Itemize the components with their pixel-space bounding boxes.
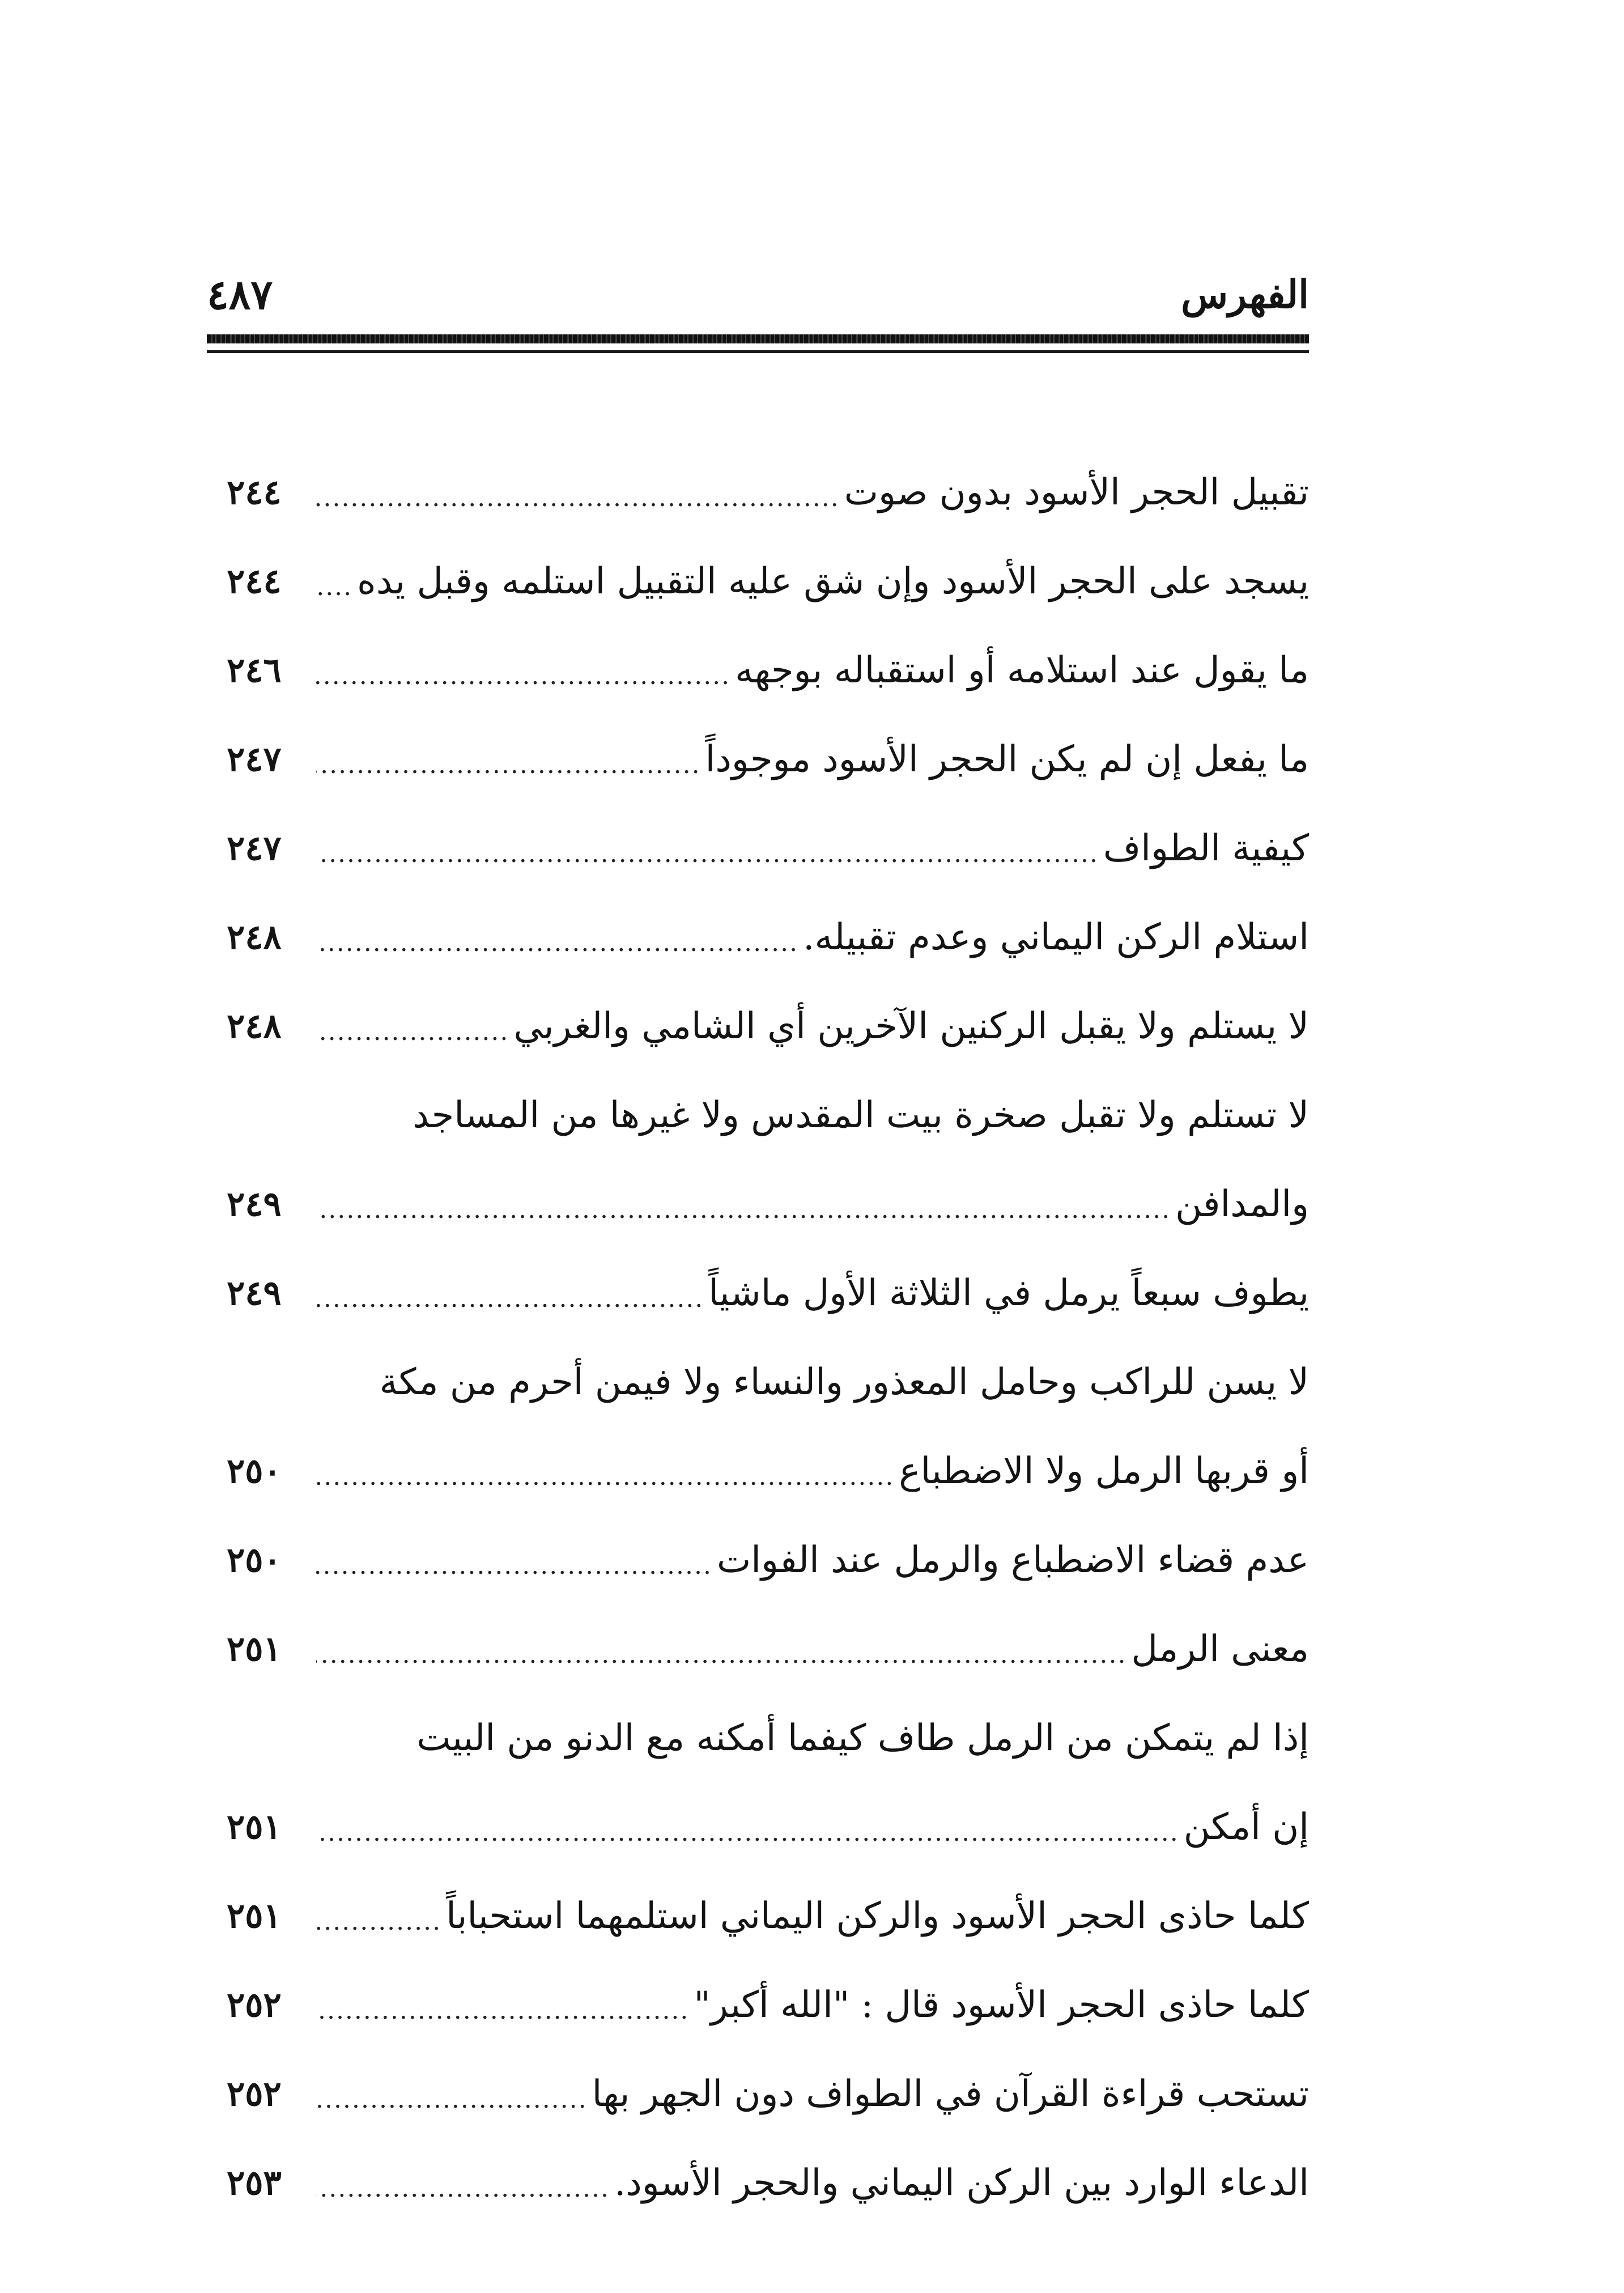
- entry-page: ٢٤٧: [227, 739, 282, 779]
- entry-title: يطوف سبعاً يرمل في الثلاثة الأول ماشياً: [708, 1272, 1309, 1314]
- entry-title: الدعاء الوارد بين الركن اليماني والحجر الأسود.: [614, 2162, 1309, 2204]
- header-rule-thick: [207, 334, 1309, 343]
- entry-page: ٢٥٠: [227, 1540, 282, 1580]
- index-entry: [227, 893, 1309, 982]
- index-entry: [227, 1160, 1309, 1249]
- index-entry: [227, 1782, 1309, 1871]
- dot-leader: [316, 1994, 689, 2049]
- entry-title: ما يفعل إن لم يكن الحجر الأسود موجوداً: [705, 738, 1309, 780]
- dot-leader: [316, 1549, 712, 1604]
- page-number: ٤٨٧: [207, 270, 273, 319]
- entry-title: يسجد على الحجر الأسود وإن شق عليه التقبيل استلمه وقبل يده: [357, 560, 1309, 602]
- entry-title: كلما حاذى الحجر الأسود والركن اليماني استلمهما استحباباً: [446, 1895, 1309, 1937]
- running-title: الفهرس: [1181, 272, 1309, 317]
- entry-title: إن أمكن: [1183, 1806, 1309, 1848]
- header-rule-thin: [207, 350, 1309, 353]
- entry-title: إذا لم يتمكن من الرمل طاف كيفما أمكنه مع الدنو من البيت: [416, 1717, 1309, 1759]
- entry-title: تستحب قراءة القرآن في الطواف دون الجهر بها: [592, 2073, 1309, 2115]
- index-list: [227, 448, 1309, 2227]
- entry-page: ٢٥٣: [227, 2163, 282, 2203]
- index-entry: [227, 1604, 1309, 1693]
- entry-title: استلام الركن اليماني وعدم تقبيله.: [803, 916, 1309, 958]
- entry-title: كلما حاذى الحجر الأسود قال : "الله أكبر": [694, 1984, 1309, 2026]
- dot-leader: [316, 1905, 441, 1960]
- index-entry-continued: [227, 1071, 1309, 1160]
- entry-page: ٢٥٢: [227, 1985, 282, 2025]
- index-entry: [227, 2138, 1309, 2227]
- dot-leader: [316, 2172, 610, 2227]
- entry-title: ما يقول عند استلامه أو استقباله بوجهه: [735, 649, 1309, 691]
- index-entry: [227, 1426, 1309, 1515]
- index-entry: [227, 982, 1309, 1071]
- index-entry: [227, 1960, 1309, 2049]
- entry-page: ٢٥١: [227, 1629, 282, 1669]
- entry-page: ٢٥١: [227, 1807, 282, 1847]
- dot-leader: [316, 1015, 509, 1071]
- entry-title: تقبيل الحجر الأسود بدون صوت: [844, 471, 1309, 513]
- index-entry: [227, 2049, 1309, 2138]
- entry-page: ٢٥١: [227, 1896, 282, 1936]
- entry-page: ٢٤٦: [227, 650, 282, 690]
- entry-title: لا يسن للراكب وحامل المعذور والنساء ولا فيمن أحرم من مكة: [379, 1361, 1309, 1403]
- dot-leader: [316, 1638, 1127, 1693]
- index-entry: [227, 804, 1309, 893]
- dot-leader: [316, 1816, 1179, 1871]
- entry-title: لا يستلم ولا يقبل الركنين الآخرين أي الشامي والغربي: [513, 1005, 1309, 1047]
- dot-leader: [316, 2083, 588, 2138]
- dot-leader: [316, 1282, 704, 1337]
- index-entry: [227, 715, 1309, 804]
- entry-title: أو قربها الرمل ولا الاضطباع: [899, 1450, 1309, 1492]
- entry-page: ٢٤٧: [227, 828, 282, 868]
- entry-page: ٢٤٩: [227, 1273, 282, 1313]
- entry-title: عدم قضاء الاضطباع والرمل عند الفوات: [716, 1539, 1309, 1581]
- dot-leader: [316, 1193, 1171, 1249]
- entry-page: ٢٤٩: [227, 1184, 282, 1224]
- entry-page: ٢٤٤: [227, 561, 282, 601]
- dot-leader: [316, 659, 730, 715]
- page-header: [207, 266, 1309, 323]
- entry-page: ٢٤٨: [227, 917, 282, 957]
- dot-leader: [316, 481, 840, 537]
- index-entry-continued: [227, 1337, 1309, 1426]
- entry-title: كيفية الطواف: [1103, 827, 1309, 869]
- entry-title: معنى الرمل: [1131, 1628, 1309, 1670]
- dot-leader: [316, 837, 1099, 893]
- dot-leader: [316, 748, 701, 804]
- index-entry: [227, 537, 1309, 626]
- dot-leader: [316, 570, 352, 626]
- index-entry: [227, 1871, 1309, 1960]
- index-entry: [227, 626, 1309, 715]
- entry-page: ٢٤٨: [227, 1006, 282, 1046]
- entry-title: لا تستلم ولا تقبل صخرة بيت المقدس ولا غيرها من المساجد: [413, 1094, 1309, 1136]
- index-entry-continued: [227, 1693, 1309, 1782]
- dot-leader: [316, 1460, 894, 1515]
- entry-page: ٢٤٤: [227, 472, 282, 512]
- entry-page: ٢٥٢: [227, 2074, 282, 2114]
- index-entry: [227, 448, 1309, 537]
- index-entry: [227, 1249, 1309, 1337]
- entry-title: والمدافن: [1175, 1183, 1309, 1225]
- entry-page: ٢٥٠: [227, 1451, 282, 1491]
- dot-leader: [316, 926, 798, 982]
- index-entry: [227, 1515, 1309, 1604]
